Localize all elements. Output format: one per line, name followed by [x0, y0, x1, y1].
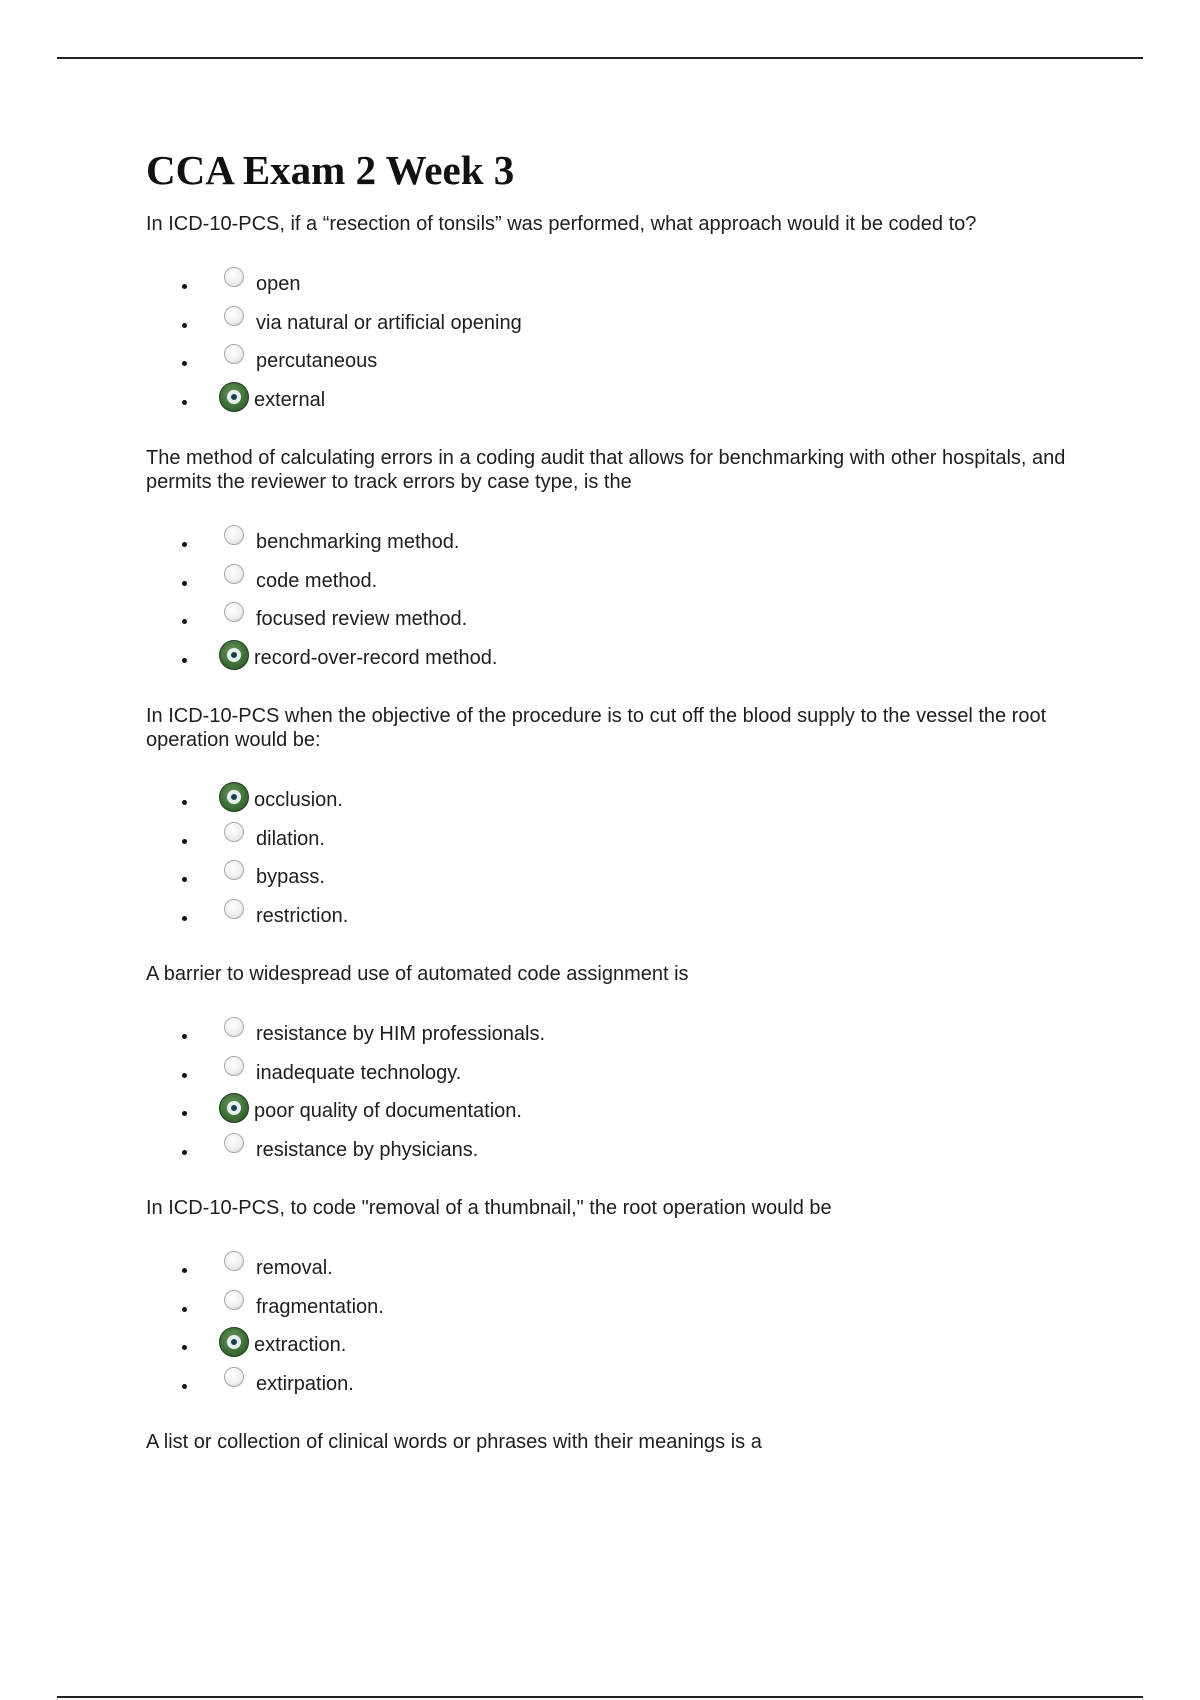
question-text: The method of calculating errors in a coding audit that allows for benchmarking with other hospitals, and permits the reviewer to track errors by case type, is the — [146, 447, 1066, 493]
radio-selected-icon[interactable] — [219, 640, 249, 670]
question-list — [146, 212, 1086, 1454]
question-text: In ICD-10-PCS, if a “resection of tonsils” was performed, what approach would it be coded to? — [146, 213, 977, 235]
answer-option-label: resistance by HIM professionals. — [256, 1023, 546, 1045]
bullet-icon — [182, 916, 187, 921]
answer-option-label: resistance by physicians. — [256, 1138, 479, 1161]
radio-button-container[interactable] — [218, 640, 252, 670]
bullet-icon — [182, 1034, 187, 1039]
answer-option[interactable] — [146, 782, 1086, 821]
answer-option-label: inadequate technology. — [256, 1061, 462, 1084]
radio-unselected-icon[interactable] — [224, 899, 244, 919]
radio-unselected-icon[interactable] — [224, 1133, 244, 1153]
answer-option[interactable] — [146, 1055, 1086, 1094]
radio-button-container[interactable] — [218, 1016, 252, 1046]
answer-option-label: extirpation. — [256, 1372, 354, 1395]
answer-options — [146, 1016, 1086, 1170]
answer-option[interactable] — [146, 382, 1086, 421]
radio-button-container[interactable] — [218, 266, 252, 296]
footer-rule — [57, 1696, 1143, 1698]
answer-option[interactable] — [146, 524, 1086, 563]
bullet-icon — [182, 1073, 187, 1078]
radio-button-container[interactable] — [218, 524, 252, 554]
answer-option[interactable] — [146, 898, 1086, 937]
radio-unselected-icon[interactable] — [224, 1056, 244, 1076]
radio-unselected-icon[interactable] — [224, 564, 244, 584]
answer-option-label: external — [254, 388, 326, 411]
answer-option[interactable] — [146, 1016, 1086, 1055]
bullet-icon — [182, 839, 187, 844]
answer-option-label: focused review method. — [256, 608, 468, 630]
question-text: In ICD-10-PCS when the objective of the procedure is to cut off the blood supply to the vessel the root operation would be: — [146, 705, 1047, 751]
answer-option-label: removal. — [256, 1257, 333, 1279]
exam-page — [146, 148, 1086, 1454]
radio-button-container[interactable] — [218, 343, 252, 373]
radio-unselected-icon[interactable] — [224, 344, 244, 364]
radio-selected-icon[interactable] — [219, 782, 249, 812]
answer-option-label: bypass. — [256, 866, 325, 888]
answer-options — [146, 782, 1086, 936]
header-rule — [57, 57, 1143, 59]
bullet-icon — [182, 1268, 187, 1273]
answer-option-label: code method. — [256, 569, 378, 592]
radio-dot-icon — [231, 1339, 237, 1345]
answer-option[interactable] — [146, 1250, 1086, 1289]
radio-button-container[interactable] — [218, 1366, 252, 1396]
answer-option-label: restriction. — [256, 904, 349, 927]
answer-option[interactable] — [146, 640, 1086, 679]
question-text: In ICD-10-PCS, to code "removal of a thumbnail," the root operation would be — [146, 1197, 832, 1219]
radio-unselected-icon[interactable] — [224, 1017, 244, 1037]
radio-button-container[interactable] — [218, 859, 252, 889]
bullet-icon — [182, 400, 187, 405]
radio-button-container[interactable] — [218, 601, 252, 631]
answer-option-label: fragmentation. — [256, 1295, 384, 1318]
radio-unselected-icon[interactable] — [224, 602, 244, 622]
answer-option-label: occlusion. — [254, 789, 343, 811]
answer-option[interactable] — [146, 821, 1086, 860]
radio-dot-icon — [231, 652, 237, 658]
answer-option[interactable] — [146, 563, 1086, 602]
answer-options — [146, 266, 1086, 420]
radio-button-container[interactable] — [218, 821, 252, 851]
question-block — [146, 962, 1086, 1170]
radio-unselected-icon[interactable] — [224, 1290, 244, 1310]
bullet-icon — [182, 1307, 187, 1312]
answer-option[interactable] — [146, 266, 1086, 305]
answer-option-label: benchmarking method. — [256, 531, 460, 553]
bullet-icon — [182, 800, 187, 805]
question-block — [146, 704, 1086, 936]
question-block — [146, 1196, 1086, 1404]
page-title: CCA Exam 2 Week 3 — [146, 147, 515, 193]
answer-option[interactable] — [146, 1132, 1086, 1171]
answer-option-label: percutaneous — [256, 350, 378, 372]
answer-options — [146, 1250, 1086, 1404]
bullet-icon — [182, 361, 187, 366]
question-block — [146, 212, 1086, 420]
radio-selected-icon[interactable] — [219, 1093, 249, 1123]
answer-option[interactable] — [146, 1093, 1086, 1132]
radio-button-container[interactable] — [218, 1055, 252, 1085]
radio-selected-icon[interactable] — [219, 382, 249, 412]
radio-unselected-icon[interactable] — [224, 525, 244, 545]
radio-button-container[interactable] — [218, 305, 252, 335]
radio-button-container[interactable] — [218, 1093, 252, 1123]
question-block — [146, 446, 1086, 678]
answer-option-label: poor quality of documentation. — [254, 1100, 522, 1122]
radio-button-container[interactable] — [218, 1289, 252, 1319]
answer-option-label: extraction. — [254, 1334, 347, 1356]
bullet-icon — [182, 658, 187, 663]
bullet-icon — [182, 1150, 187, 1155]
radio-button-container[interactable] — [218, 1327, 252, 1357]
radio-dot-icon — [231, 794, 237, 800]
bullet-icon — [182, 284, 187, 289]
bullet-icon — [182, 619, 187, 624]
question-text: A barrier to widespread use of automated code assignment is — [146, 963, 689, 985]
bullet-icon — [182, 581, 187, 586]
bullet-icon — [182, 323, 187, 328]
radio-unselected-icon[interactable] — [224, 1367, 244, 1387]
bullet-icon — [182, 1384, 187, 1389]
radio-button-container[interactable] — [218, 382, 252, 412]
radio-button-container[interactable] — [218, 563, 252, 593]
answer-option[interactable] — [146, 601, 1086, 640]
answer-option-label: dilation. — [256, 827, 325, 850]
radio-dot-icon — [231, 394, 237, 400]
radio-button-container[interactable] — [218, 782, 252, 812]
radio-unselected-icon[interactable] — [224, 822, 244, 842]
question-block — [146, 1430, 1086, 1454]
radio-button-container[interactable] — [218, 1250, 252, 1280]
bullet-icon — [182, 1111, 187, 1116]
radio-unselected-icon[interactable] — [224, 267, 244, 287]
answer-option[interactable] — [146, 859, 1086, 898]
radio-dot-icon — [231, 1105, 237, 1111]
answer-option-label: via natural or artificial opening — [256, 311, 522, 334]
radio-selected-icon[interactable] — [219, 1327, 249, 1357]
answer-option-label: open — [256, 273, 301, 295]
radio-button-container[interactable] — [218, 1132, 252, 1162]
answer-option[interactable] — [146, 1366, 1086, 1405]
answer-options — [146, 524, 1086, 678]
radio-unselected-icon[interactable] — [224, 860, 244, 880]
answer-option-label: record-over-record method. — [254, 646, 498, 669]
answer-option[interactable] — [146, 305, 1086, 344]
radio-unselected-icon[interactable] — [224, 1251, 244, 1271]
answer-option[interactable] — [146, 1327, 1086, 1366]
bullet-icon — [182, 542, 187, 547]
answer-option[interactable] — [146, 343, 1086, 382]
answer-option[interactable] — [146, 1289, 1086, 1328]
radio-unselected-icon[interactable] — [224, 306, 244, 326]
question-text: A list or collection of clinical words or phrases with their meanings is a — [146, 1431, 762, 1453]
bullet-icon — [182, 877, 187, 882]
radio-button-container[interactable] — [218, 898, 252, 928]
bullet-icon — [182, 1345, 187, 1350]
